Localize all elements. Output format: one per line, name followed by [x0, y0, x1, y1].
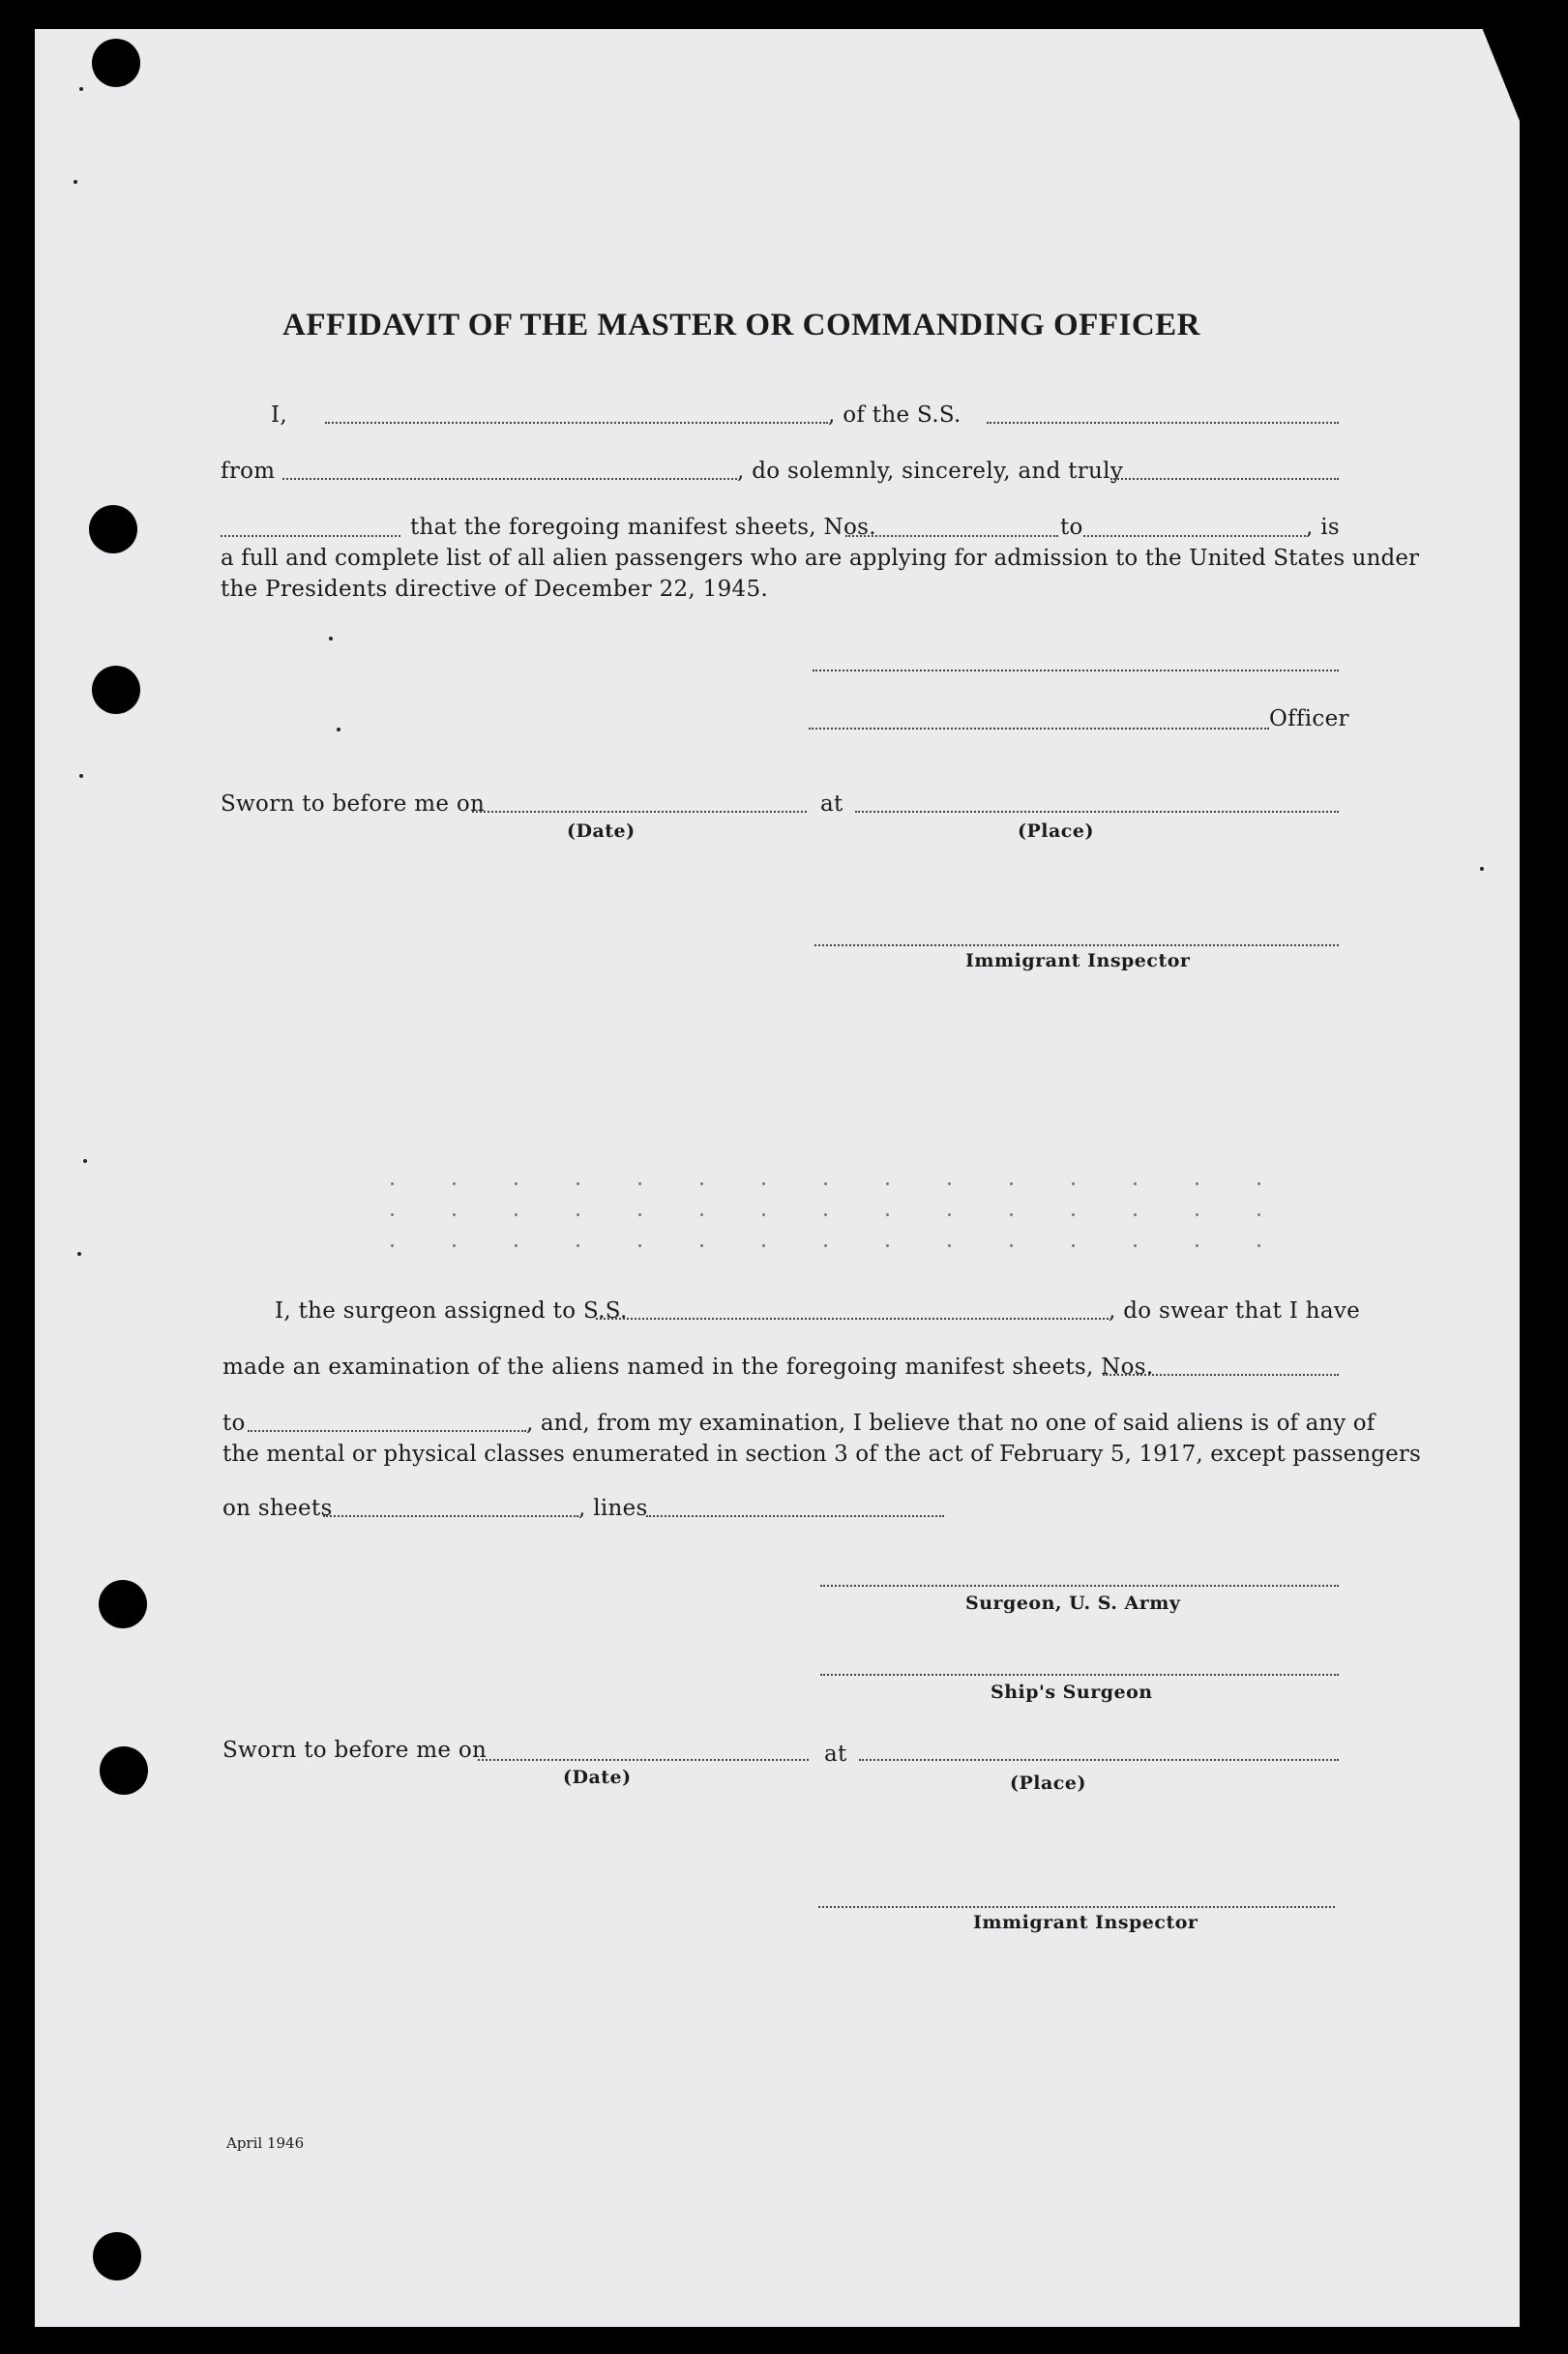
- faint-dot: [824, 1244, 827, 1247]
- army-surgeon-signature-line[interactable]: [820, 1585, 1339, 1587]
- surgeon-line2: made an examination of the aliens named in the foregoing manifest sheets, Nos.: [222, 1355, 1154, 1380]
- punch-hole: [99, 1580, 147, 1628]
- master-line3-is: , is: [1306, 515, 1340, 540]
- punch-hole-top: [92, 39, 140, 87]
- punch-hole: [93, 2232, 141, 2280]
- sworn-label-1: Sworn to before me on: [221, 791, 486, 817]
- speck: [1480, 867, 1484, 871]
- form-page: [35, 29, 1520, 2327]
- officer-signature-line-2[interactable]: [809, 728, 1269, 730]
- faint-dot: [638, 1213, 641, 1216]
- date-caption-1: (Date): [567, 820, 636, 842]
- place-caption-1: (Place): [1018, 820, 1094, 842]
- surgeon-line3-to: to: [222, 1411, 246, 1436]
- faint-dot: [886, 1182, 889, 1185]
- faint-dot: [1134, 1244, 1137, 1247]
- master-line1-ship-label: , of the S.S.: [828, 402, 962, 428]
- faint-dot: [824, 1182, 827, 1185]
- officer-label: Officer: [1269, 706, 1349, 731]
- faint-dot: [638, 1244, 641, 1247]
- ships-surgeon-caption: Ship's Surgeon: [991, 1682, 1153, 1703]
- master-line2-from: from: [221, 459, 276, 484]
- master-line2-text: , do solemnly, sincerely, and truly: [737, 459, 1124, 484]
- faint-dot: [1010, 1182, 1013, 1185]
- faint-dot: [1134, 1182, 1137, 1185]
- master-name-field[interactable]: [325, 422, 828, 424]
- faint-dot: [453, 1213, 456, 1216]
- surgeon-sheets-from-field[interactable]: [1103, 1374, 1339, 1376]
- faint-dot: [886, 1244, 889, 1247]
- faint-dot: [1257, 1213, 1260, 1216]
- surgeon-sheets-to-field[interactable]: [248, 1430, 526, 1432]
- faint-dot: [762, 1213, 765, 1216]
- faint-dot: [948, 1244, 951, 1247]
- sworn-place-field-2[interactable]: [859, 1759, 1339, 1761]
- speck: [329, 637, 333, 641]
- officer-signature-line-1[interactable]: [813, 670, 1339, 671]
- surgeon-line5-sheets: on sheets: [222, 1496, 333, 1521]
- faint-dot: [762, 1182, 765, 1185]
- faint-dot: [762, 1244, 765, 1247]
- master-line3-to: to: [1060, 515, 1083, 540]
- from-port-field[interactable]: [282, 478, 737, 480]
- master-line4: a full and complete list of all alien passengers who are applying for admission to the United States under: [221, 546, 1420, 571]
- faint-dot: [1196, 1244, 1198, 1247]
- inspector-caption-2: Immigrant Inspector: [973, 1912, 1198, 1933]
- faint-dot: [1257, 1244, 1260, 1247]
- faint-dot: [700, 1182, 703, 1185]
- faint-dot: [515, 1213, 518, 1216]
- surgeon-line1-end: , do swear that I have: [1109, 1298, 1361, 1324]
- faint-dot: [1196, 1213, 1198, 1216]
- faint-dot: [1257, 1182, 1260, 1185]
- faint-dot: [1072, 1244, 1075, 1247]
- master-line3-text: that the foregoing manifest sheets, Nos.: [410, 515, 876, 540]
- faint-dot: [1010, 1213, 1013, 1216]
- faint-dot: [1196, 1182, 1198, 1185]
- faint-dot: [391, 1213, 394, 1216]
- place-caption-2: (Place): [1010, 1773, 1086, 1794]
- sheets-to-field[interactable]: [1083, 535, 1306, 537]
- faint-dot: [453, 1182, 456, 1185]
- punch-hole: [100, 1746, 148, 1795]
- sworn-label-2: Sworn to before me on: [222, 1738, 488, 1763]
- surgeon-line4: the mental or physical classes enumerated in section 3 of the act of February 5, 1917, except passengers: [222, 1442, 1421, 1467]
- faint-dot: [948, 1213, 951, 1216]
- speck: [74, 180, 77, 184]
- faint-dot: [391, 1244, 394, 1247]
- speck: [337, 728, 340, 731]
- surgeon-line3-text: , and, from my examination, I believe that no one of said aliens is of any of: [526, 1411, 1376, 1436]
- surgeon-ship-field[interactable]: [596, 1318, 1109, 1320]
- sheets-from-field[interactable]: [845, 535, 1058, 537]
- at-label-2: at: [824, 1742, 847, 1767]
- inspector-signature-line-1[interactable]: [814, 944, 1339, 946]
- footer-date: April 1946: [226, 2134, 305, 2152]
- inspector-caption-1: Immigrant Inspector: [965, 950, 1191, 971]
- faint-dot: [824, 1213, 827, 1216]
- inspector-signature-line-2[interactable]: [818, 1906, 1335, 1908]
- master-line1-prefix: I,: [271, 402, 287, 428]
- faint-dot: [700, 1213, 703, 1216]
- faint-dot: [577, 1244, 579, 1247]
- sworn-date-field-2[interactable]: [478, 1759, 809, 1761]
- surgeon-line1-text: I, the surgeon assigned to S.S.: [275, 1298, 628, 1324]
- faint-dot: [1072, 1213, 1075, 1216]
- faint-dot: [700, 1244, 703, 1247]
- faint-dot: [577, 1213, 579, 1216]
- oath-field[interactable]: [1110, 478, 1339, 480]
- faint-dot: [453, 1244, 456, 1247]
- sworn-date-field-1[interactable]: [472, 811, 807, 813]
- speck: [77, 1252, 81, 1256]
- ships-surgeon-signature-line[interactable]: [820, 1674, 1339, 1676]
- ship-name-field[interactable]: [987, 422, 1339, 424]
- speck: [79, 774, 83, 778]
- faint-dot: [1010, 1244, 1013, 1247]
- faint-dot: [577, 1182, 579, 1185]
- exception-sheets-field[interactable]: [323, 1515, 578, 1517]
- speck: [79, 87, 83, 91]
- punch-hole: [92, 666, 140, 714]
- faint-dot: [515, 1182, 518, 1185]
- declare-field[interactable]: [221, 535, 400, 537]
- punch-hole: [89, 505, 137, 553]
- faint-dot: [391, 1182, 394, 1185]
- master-line5: the Presidents directive of December 22, 1945.: [221, 577, 769, 602]
- army-surgeon-caption: Surgeon, U. S. Army: [965, 1593, 1181, 1614]
- speck: [83, 1159, 87, 1163]
- date-caption-2: (Date): [563, 1767, 632, 1788]
- form-title: AFFIDAVIT OF THE MASTER OR COMMANDING OFFICER: [282, 308, 1200, 343]
- faint-dot: [515, 1244, 518, 1247]
- exception-lines-field[interactable]: [646, 1515, 944, 1517]
- faint-dot: [638, 1182, 641, 1185]
- surgeon-line5-lines: , lines: [578, 1496, 648, 1521]
- faint-dot: [1072, 1182, 1075, 1185]
- faint-dot: [1134, 1213, 1137, 1216]
- at-label-1: at: [820, 791, 843, 817]
- faint-dot: [886, 1213, 889, 1216]
- faint-dot: [948, 1182, 951, 1185]
- sworn-place-field-1[interactable]: [855, 811, 1339, 813]
